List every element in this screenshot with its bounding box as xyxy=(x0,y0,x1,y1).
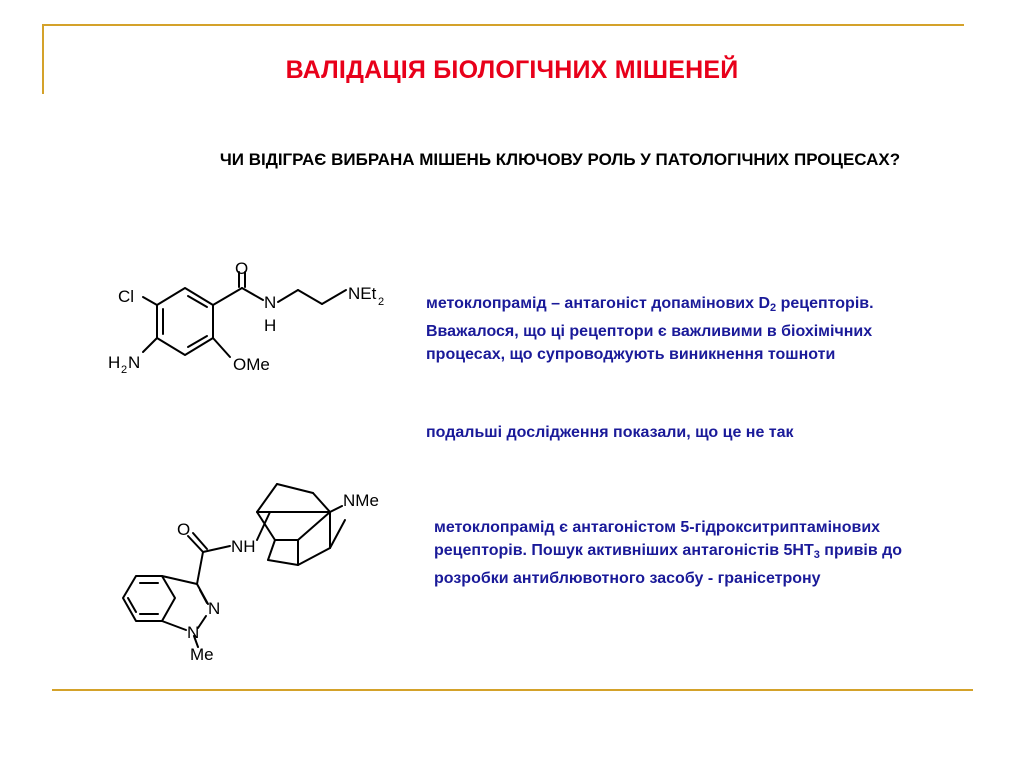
atom-nh2-sub: 2 xyxy=(121,364,128,376)
atom-o: O xyxy=(177,520,191,539)
atom-n: N xyxy=(264,293,277,312)
atom-net: NEt xyxy=(348,284,377,303)
paragraph3-text: метоклопрамід є антагоністом 5-гідрокситриптамінових рецепторів. Пошук активніших антагоністів 5HT xyxy=(434,519,881,559)
atom-ome: OMe xyxy=(233,355,270,374)
atom-cl: Cl xyxy=(118,287,135,306)
atom-n2: N xyxy=(208,599,221,618)
paragraph-5ht3-granisetron xyxy=(434,516,974,590)
atom-n1: N xyxy=(187,623,200,642)
atom-o: O xyxy=(235,259,249,278)
atom-nh2-h: H xyxy=(108,353,121,372)
atom-me: Me xyxy=(190,645,214,664)
paragraph1-text: метоклопрамід – антагоніст допамінових D xyxy=(426,295,771,312)
paragraph3-subscript: 3 xyxy=(813,549,820,561)
atom-nme: NMe xyxy=(343,491,379,510)
paragraph3-text-continued: привів до розробки антиблювотного засобу - гранісетрону xyxy=(434,542,903,587)
paragraph-further-research: подальші дослідження показали, що це не так xyxy=(426,424,794,441)
atom-nh: NH xyxy=(231,537,256,556)
frame-bottom-rule xyxy=(52,689,973,691)
frame-top-rule xyxy=(42,24,964,26)
metoclopramide-structure xyxy=(100,255,400,385)
paragraph1-subscript: 2 xyxy=(770,302,777,314)
atom-nh2-n: N xyxy=(128,353,141,372)
slide-question: ЧИ ВІДІГРАЄ ВИБРАНА МІШЕНЬ КЛЮЧОВУ РОЛЬ У ПАТОЛОГІЧНИХ ПРОЦЕСАХ? xyxy=(219,150,901,169)
atom-h: H xyxy=(264,316,277,335)
slide-title: ВАЛІДАЦІЯ БІОЛОГІЧНИХ МІШЕНЕЙ xyxy=(285,56,739,84)
paragraph1-text-continued: рецепторів. Вважалося, що ці рецептори є важливими в біохімічних процесах, що супроводжують виникнення тошноти xyxy=(426,295,874,363)
granisetron-structure xyxy=(100,475,410,670)
paragraph-metoclopramide-d2 xyxy=(426,292,896,366)
atom-net-sub: 2 xyxy=(378,296,385,308)
